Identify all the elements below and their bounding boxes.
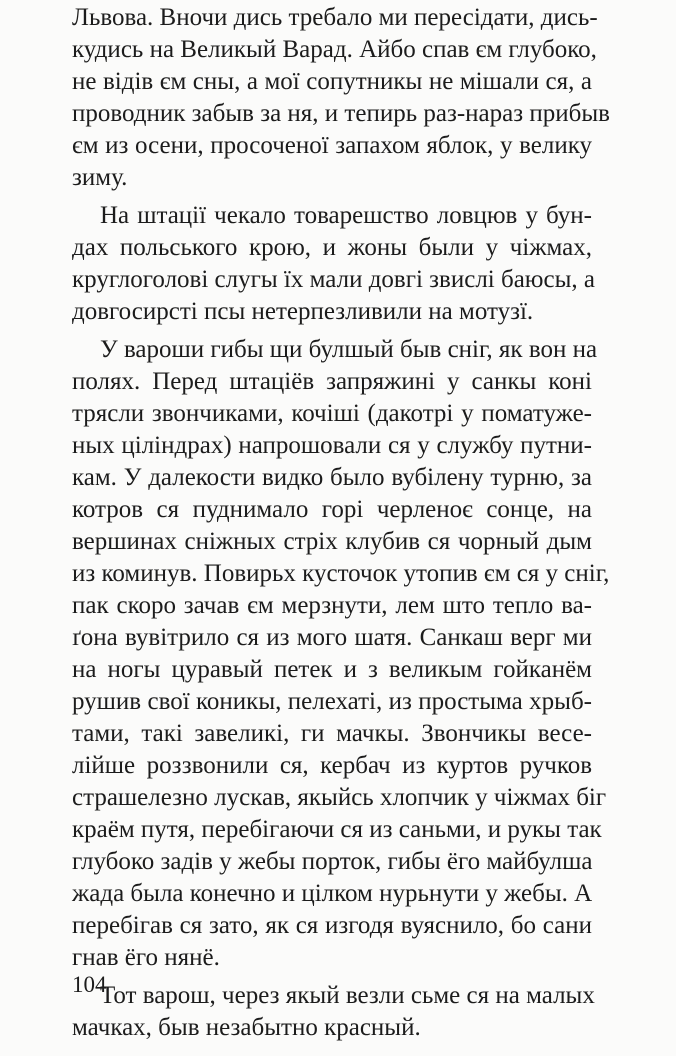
text-line: ґона вувітрило ся из мого шатя. Санкаш верг ми bbox=[72, 624, 592, 651]
text-line: тами, такі завеликі, ги мачкы. Звончикы весе- bbox=[72, 720, 592, 747]
text-line: ных ціліндрах) напрошовали ся у службу путни- bbox=[72, 432, 592, 459]
text-line: мачках, быв незабытно красный. bbox=[72, 1014, 421, 1041]
text-line: кудись на Великый Варад. Айбо спав єм глубоко, bbox=[72, 36, 597, 63]
text-line: полях. Перед штаціёв запряжині у санкы коні bbox=[72, 368, 592, 395]
text-line: єм из осени, просоченої запахом яблок, у велику bbox=[72, 132, 592, 159]
text-line: лійше роззвонили ся, кербач из куртов ручков bbox=[72, 752, 592, 779]
text-line: кам. У далекости видко было вубілену турню, за bbox=[72, 464, 592, 491]
text-line: пак скоро зачав єм мерзнути, лем што тепло ва- bbox=[72, 592, 592, 619]
text-line: краём путя, перебігаючи ся из саньми, и рукы так bbox=[72, 816, 602, 843]
text-line: гнав ёго нянё. bbox=[72, 944, 220, 971]
text-line: круглоголові слугы їх мали довгі звислі баюсы, а bbox=[72, 266, 595, 293]
text-line: Тот варош, через якый везли сьме ся на малых bbox=[100, 982, 595, 1009]
text-line: не відів єм сны, а мої сопутникы не мішали ся, а bbox=[72, 68, 592, 95]
text-line: жада была конечно и цілком нурьнути у жебы. А bbox=[72, 880, 593, 907]
text-line: рушив свої коникы, пелехаті, из простыма хрыб- bbox=[72, 688, 592, 715]
text-line: на ногы цуравый петек и з великым гойканём bbox=[72, 656, 592, 683]
text-line: На штації чекало товарешство ловцюв у бун- bbox=[100, 202, 592, 229]
text-line: довгосирсті псы нетерпезливили на мотузї. bbox=[72, 298, 534, 325]
text-line: котров ся пуднимало горі черленоє сонце, на bbox=[72, 496, 592, 523]
text-line: зиму. bbox=[72, 164, 128, 191]
text-line: страшелезно лускав, якыйсь хлопчик у чіжмах біг bbox=[72, 784, 607, 811]
text-line: Львова. Вночи дись требало ми пересідати, дись- bbox=[72, 4, 598, 31]
text-line: вершинах сніжных стріх клубив ся чорный дым bbox=[72, 528, 592, 555]
paragraph bbox=[72, 2, 610, 194]
page-number: 104 bbox=[72, 972, 107, 997]
text-line: из коминув. Повирьх кусточок утопив єм ся у сніг, bbox=[72, 560, 610, 587]
paragraph bbox=[72, 200, 595, 328]
text-line: трясли звончиками, кочіші (дакотрі у поматуже- bbox=[72, 400, 592, 427]
paragraph bbox=[72, 980, 595, 1044]
paragraph bbox=[72, 334, 610, 974]
text-line: глубоко задів у жебы порток, гибы ёго майбулша bbox=[72, 848, 593, 875]
text-line: дах польського крою, и жоны были у чіжмах, bbox=[72, 234, 592, 261]
text-line: У вароши гибы щи булшый быв сніг, як вон на bbox=[100, 336, 598, 363]
text-line: проводник забыв за ня, и тепирь раз-нараз прибыв bbox=[72, 100, 610, 127]
body-text bbox=[72, 2, 610, 1044]
text-line: перебігав ся зато, як ся изгодя вуяснило, бо сани bbox=[72, 912, 592, 939]
